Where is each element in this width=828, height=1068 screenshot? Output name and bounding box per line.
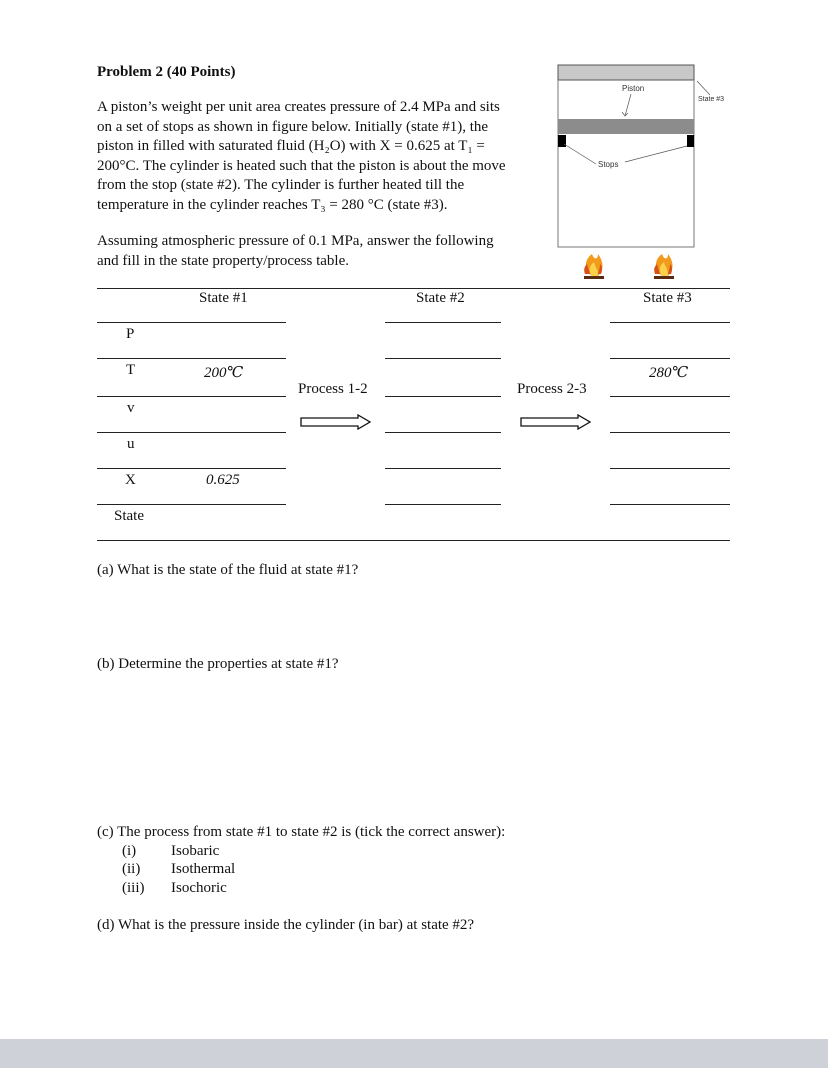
state1-cell-line <box>97 432 286 433</box>
row-label-x: X <box>125 472 136 488</box>
row-label-state: State <box>114 508 144 524</box>
state3-cell-line <box>610 358 730 359</box>
instruction-line: and fill in the state property/process table. <box>97 252 350 269</box>
piston-cylinder-figure <box>550 58 750 288</box>
option-number: (ii) <box>122 861 141 877</box>
flame-right-icon <box>654 254 674 279</box>
state1-cell-line <box>97 322 286 323</box>
row-label-t: T <box>126 362 136 378</box>
description-line: 200°C. The cylinder is heated such that the piston is about the move <box>97 157 506 174</box>
option-isobaric[interactable]: Isobaric <box>171 843 220 859</box>
state2-cell-line <box>385 396 501 397</box>
state3-cell-line <box>610 504 730 505</box>
state3-cell-line <box>610 432 730 433</box>
flame-left-icon <box>584 254 604 279</box>
instruction-line: Assuming atmospheric pressure of 0.1 MPa, answer the following <box>97 233 494 249</box>
problem-description <box>97 98 544 215</box>
state1-cell-line <box>97 468 286 469</box>
description-line: from the stop (state #2). The cylinder is further heated till the <box>97 177 465 193</box>
description-line: temperature in the cylinder reaches T₃ = 280 °C (state #3). <box>97 196 448 213</box>
option-number: (iii) <box>122 880 145 896</box>
process-1-2-arrow-icon <box>300 414 372 430</box>
question-d: (d) What is the pressure inside the cylinder (in bar) at state #2? <box>97 917 475 933</box>
stop-left <box>558 135 566 147</box>
question-b: (b) Determine the properties at state #1? <box>97 656 339 672</box>
row-label-p: P <box>126 326 135 342</box>
header-state3: State #3 <box>643 290 692 306</box>
process-2-3-arrow-icon <box>520 414 592 430</box>
option-number: (i) <box>122 843 137 859</box>
state1-cell-line <box>97 358 286 359</box>
header-state1: State #1 <box>199 290 248 306</box>
state2-cell-line <box>385 358 501 359</box>
footer-bar <box>0 1039 828 1068</box>
problem-instructions <box>97 232 544 271</box>
state1-temperature: 200℃ <box>204 365 244 381</box>
state3-cell-line <box>610 396 730 397</box>
table-top-rule <box>97 288 730 289</box>
state3-temperature: 280℃ <box>649 365 689 381</box>
header-state2: State #2 <box>416 290 465 306</box>
row-label-v: v <box>127 400 135 416</box>
state2-cell-line <box>385 432 501 433</box>
state3-arrow <box>697 81 710 95</box>
state1-quality: 0.625 <box>206 472 240 488</box>
process-2-3-label: Process 2-3 <box>517 381 587 397</box>
row-label-u: u <box>127 436 135 452</box>
state3-cell-line <box>610 468 730 469</box>
table-bottom-rule <box>97 540 730 541</box>
question-c: (c) The process from state #1 to state #2 is (tick the correct answer): <box>97 824 506 840</box>
piston-rect <box>558 119 694 134</box>
state3-label: State #3 <box>698 96 725 103</box>
state1-cell-line <box>97 396 286 397</box>
description-line: piston in filled with saturated fluid (H₂O) with X = 0.625 at T₁ = <box>97 138 485 154</box>
description-line: A piston’s weight per unit area creates pressure of 2.4 MPa and sits <box>97 99 500 115</box>
piston-arrow <box>625 94 631 116</box>
state1-cell-line <box>97 504 286 505</box>
cylinder-walls <box>558 80 694 247</box>
option-isochoric[interactable]: Isochoric <box>171 880 227 896</box>
piston-label: Piston <box>622 84 645 93</box>
stops-label: Stops <box>598 160 619 169</box>
stops-arrow-left <box>564 144 596 164</box>
question-a: (a) What is the state of the fluid at state #1? <box>97 562 359 578</box>
state2-cell-line <box>385 322 501 323</box>
state3-cell-line <box>610 322 730 323</box>
state2-cell-line <box>385 468 501 469</box>
option-isothermal[interactable]: Isothermal <box>171 861 236 877</box>
description-line: on a set of stops as shown in figure below. Initially (state #1), the <box>97 118 489 135</box>
stop-right <box>687 135 694 147</box>
piston-state3-rect <box>558 65 694 80</box>
state2-cell-line <box>385 504 501 505</box>
problem-title: Problem 2 (40 Points) <box>97 64 236 80</box>
stops-arrow-right <box>625 146 687 162</box>
process-1-2-label: Process 1-2 <box>298 381 368 397</box>
